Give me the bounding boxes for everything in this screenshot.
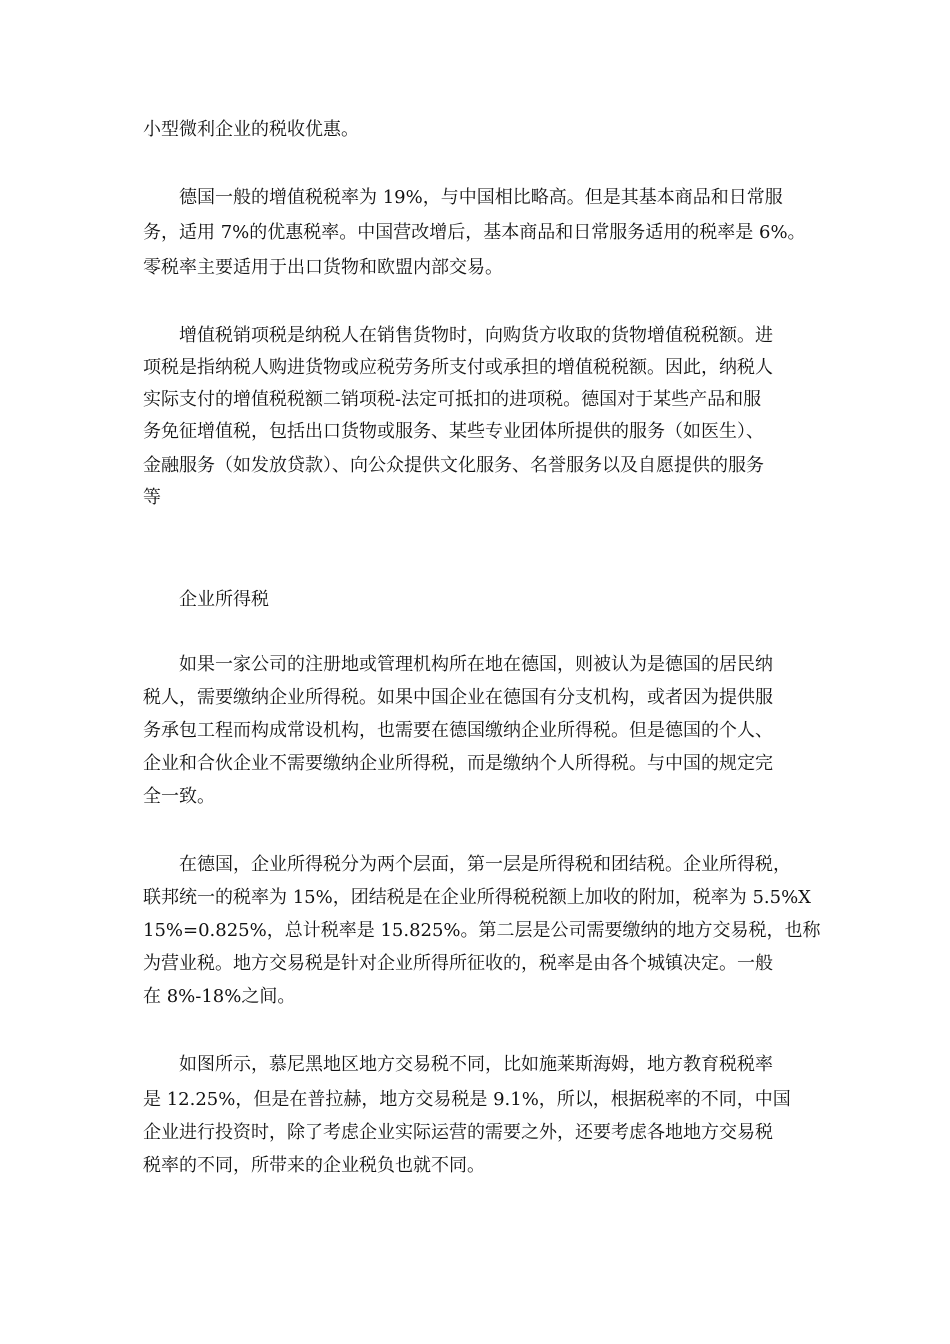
- paragraph-5-line-4: 企业和合伙企业不需要缴纳企业所得税，而是缴纳个人所得税。与中国的规定完: [143, 753, 773, 774]
- paragraph-3-line-6: 等: [143, 487, 161, 508]
- paragraph-6-line-3: 15%=0.825%，总计税率是 15.825%。第二层是公司需要缴纳的地方交易税，也称: [143, 920, 821, 941]
- paragraph-2-line-2: 务，适用 7%的优惠税率。中国营改增后，基本商品和日常服务适用的税率是 6%。: [143, 222, 806, 243]
- paragraph-3-line-4: 务免征增值税，包括出口货物或服务、某些专业团体所提供的服务（如医生）、: [143, 421, 764, 442]
- paragraph-5-line-1: 如果一家公司的注册地或管理机构所在地在德国，则被认为是德国的居民纳: [179, 654, 773, 675]
- paragraph-6-line-2: 联邦统一的税率为 15%，团结税是在企业所得税税额上加收的附加，税率为 5.5%X: [143, 887, 811, 908]
- paragraph-3-line-5: 金融服务（如发放贷款）、向公众提供文化服务、名誉服务以及自愿提供的服务: [143, 455, 764, 476]
- paragraph-6-line-5: 在 8%-18%之间。: [143, 986, 296, 1007]
- paragraph-5-line-3: 务承包工程而构成常设机构，也需要在德国缴纳企业所得税。但是德国的个人、: [143, 720, 773, 741]
- paragraph-5-line-5: 全一致。: [143, 786, 215, 807]
- paragraph-1-line-1: 小型微利企业的税收优惠。: [143, 119, 359, 140]
- paragraph-2-line-3: 零税率主要适用于出口货物和欧盟内部交易。: [143, 257, 503, 278]
- paragraph-3-line-3: 实际支付的增值税税额二销项税-法定可抵扣的进项税。德国对于某些产品和服: [143, 389, 762, 410]
- paragraph-7-line-3: 企业进行投资时，除了考虑企业实际运营的需要之外，还要考虑各地地方交易税: [143, 1122, 773, 1143]
- paragraph-6-line-4: 为营业税。地方交易税是针对企业所得所征收的，税率是由各个城镇决定。一般: [143, 953, 773, 974]
- paragraph-7-line-2: 是 12.25%，但是在普拉赫，地方交易税是 9.1%，所以，根据税率的不同，中国: [143, 1089, 791, 1110]
- paragraph-7-line-1: 如图所示，慕尼黑地区地方交易税不同，比如施莱斯海姆，地方教育税税率: [179, 1054, 773, 1075]
- paragraph-7-line-4: 税率的不同，所带来的企业税负也就不同。: [143, 1155, 485, 1176]
- paragraph-5-line-2: 税人，需要缴纳企业所得税。如果中国企业在德国有分支机构，或者因为提供服: [143, 687, 773, 708]
- paragraph-6-line-1: 在德国，企业所得税分为两个层面，第一层是所得税和团结税。企业所得税，: [179, 854, 791, 875]
- paragraph-2-line-1: 德国一般的增值税税率为 19%，与中国相比略高。但是其基本商品和日常服: [179, 187, 783, 208]
- paragraph-3-line-1: 增值税销项税是纳税人在销售货物时，向购货方收取的货物增值税税额。进: [179, 325, 773, 346]
- paragraph-3-line-2: 项税是指纳税人购进货物或应税劳务所支付或承担的增值税税额。因此，纳税人: [143, 357, 773, 378]
- section-heading: 企业所得税: [179, 589, 269, 610]
